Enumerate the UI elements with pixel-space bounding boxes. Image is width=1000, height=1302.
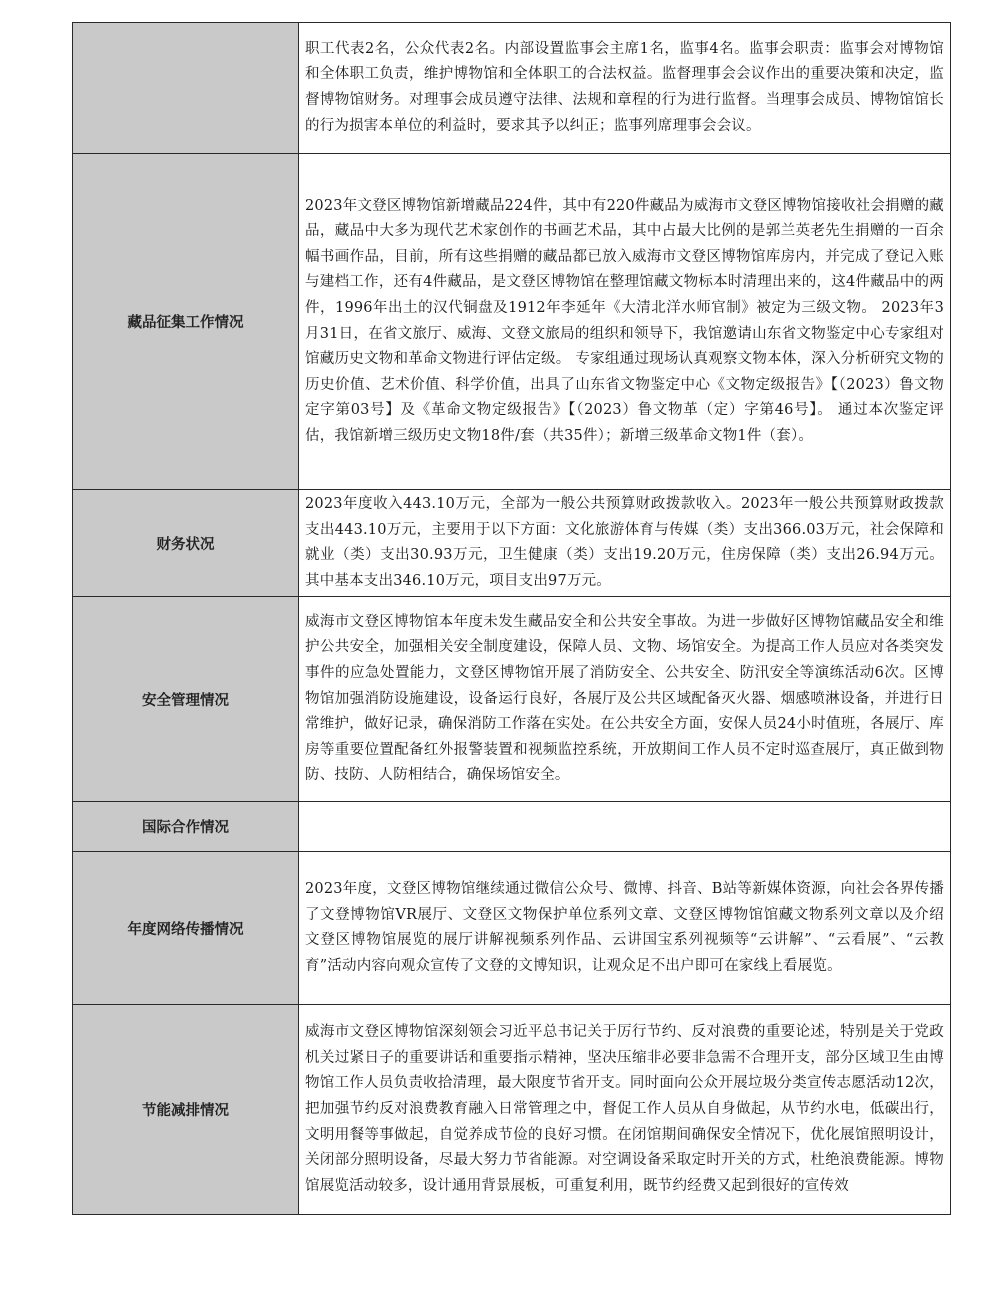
table-row-finance <box>73 490 951 597</box>
row-label-finance: 财务状况 <box>73 490 299 597</box>
row-label-international: 国际合作情况 <box>73 802 299 852</box>
table-row-international <box>73 802 951 852</box>
collection-text: 2023年文登区博物馆新增藏品224件，其中有220件藏品为威海市文登区博物馆接收社会捐赠的藏品，藏品中大多为现代艺术家创作的书画艺术品，其中占最大比例的是郭兰英老先生捐赠的一百余幅书画作品，目前，所有这些捐赠的藏品都已放入威海市文登区博物馆库房内，并完成了登记入账与建档工作，还有4件藏品，是文登区博物馆在整理馆藏文物标本时清理出来的，这4件藏品中的两件，1996年出土的汉代铜盘及1912年李延年《大清北洋水师官制》被定为三级文物。 2023年3月31日，在省文旅厅、威海、文登文旅局的组织和领导下，我馆邀请山东省文物鉴定中心专家组对馆藏历史文物和革命文物进行评估定级。 专家组通过现场认真观察文物本体，深入分析研究文物的历史价值、艺术价值、科学价值，出具了山东省文物鉴定中心《文物定级报告》【（2023）鲁文物定字第03号】及《革命文物定级报告》【（2023）鲁文物革（定）字第46号】。 通过本次鉴定评估，我馆新增三级历史文物18件/套（共35件）；新增三级革命文物1件（套）。 <box>299 154 951 490</box>
energy-text: 威海市文登区博物馆深刻领会习近平总书记关于厉行节约、反对浪费的重要论述，特别是关于党政机关过紧日子的重要讲话和重要指示精神，坚决压缩非必要非急需不合理开支，部分区域卫生由博物馆工作人员负责收拾清理，最大限度节省开支。同时面向公众开展垃圾分类宣传志愿活动12次，把加强节约反对浪费教育融入日常管理之中，督促工作人员从自身做起，从节约水电，低碳出行，文明用餐等事做起，自觉养成节俭的良好习惯。在闭馆期间确保安全情况下，优化展馆照明设计，关闭部分照明设备，尽最大努力节省能源。对空调设备采取定时开关的方式，杜绝浪费能源。博物馆展览活动较多，设计通用背景展板，可重复利用，既节约经费又起到很好的宣传效 <box>299 1005 951 1215</box>
table-row-online <box>73 852 951 1005</box>
table-row-supervisory-board <box>73 23 951 154</box>
row-label-safety: 安全管理情况 <box>73 597 299 802</box>
museum-report-table <box>72 22 951 1215</box>
row-label-collection: 藏品征集工作情况 <box>73 154 299 490</box>
table-row-safety <box>73 597 951 802</box>
table-row-collection <box>73 154 951 490</box>
table-row-energy <box>73 1005 951 1215</box>
online-text: 2023年度，文登区博物馆继续通过微信公众号、微博、抖音、B站等新媒体资源，向社会各界传播了文登博物馆VR展厅、文登区文物保护单位系列文章、文登区博物馆馆藏文物系列文章以及介绍文登区博物馆展览的展厅讲解视频系列作品、云讲国宝系列视频等“云讲解”、“云看展”、“云教育”活动内容向观众宣传了文登的文博知识，让观众足不出户即可在家线上看展览。 <box>299 852 951 1005</box>
row-label-online: 年度网络传播情况 <box>73 852 299 1005</box>
safety-text: 威海市文登区博物馆本年度未发生藏品安全和公共安全事故。为进一步做好区博物馆藏品安全和维护公共安全，加强相关安全制度建设，保障人员、文物、场馆安全。为提高工作人员应对各类突发事件的应急处置能力，文登区博物馆开展了消防安全、公共安全、防汛安全等演练活动6次。区博物馆加强消防设施建设，设备运行良好，各展厅及公共区域配备灭火器、烟感喷淋设备，并进行日常维护，做好记录，确保消防工作落在实处。在公共安全方面，安保人员24小时值班，各展厅、库房等重要位置配备红外报警装置和视频监控系统，开放期间工作人员不定时巡查展厅，真正做到物防、技防、人防相结合，确保场馆安全。 <box>299 597 951 802</box>
row-label-energy: 节能减排情况 <box>73 1005 299 1215</box>
finance-text: 2023年度收入443.10万元，全部为一般公共预算财政拨款收入。2023年一般公共预算财政拨款支出443.10万元，主要用于以下方面：文化旅游体育与传媒（类）支出366.03万元，社会保障和就业（类）支出30.93万元，卫生健康（类）支出19.20万元，住房保障（类）支出26.94万元。其中基本支出346.10万元，项目支出97万元。 <box>299 490 951 597</box>
supervisory-board-text: 职工代表2名，公众代表2名。内部设置监事会主席1名，监事4名。监事会职责：监事会对博物馆和全体职工负责，维护博物馆和全体职工的合法权益。监督理事会会议作出的重要决策和决定，监督博物馆财务。对理事会成员遵守法律、法规和章程的行为进行监督。当理事会成员、博物馆馆长的行为损害本单位的利益时，要求其予以纠正；监事列席理事会会议。 <box>299 23 951 154</box>
international-text <box>299 802 951 852</box>
row-label-empty <box>73 23 299 154</box>
